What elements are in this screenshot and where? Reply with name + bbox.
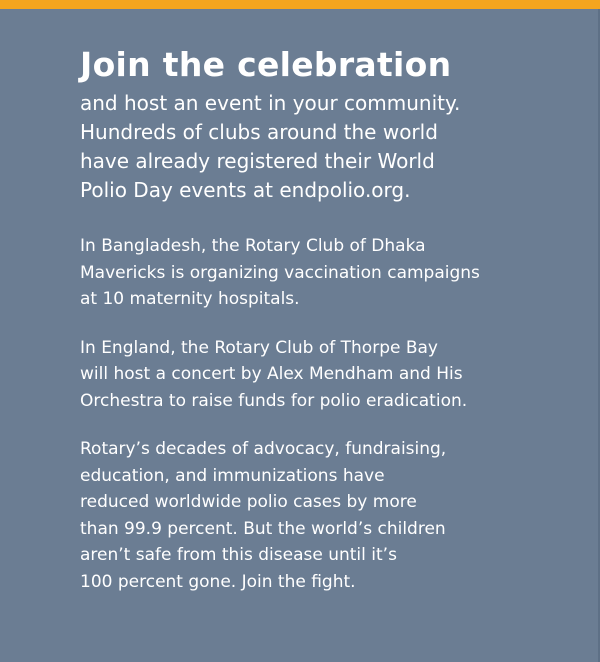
accent-bar — [0, 0, 600, 9]
headline: Join the celebration — [80, 45, 452, 84]
paragraph-england: In England, the Rotary Club of Thorpe Bay will host a concert by Alex Mendham and His Orchestra to raise funds for polio eradication. — [80, 337, 468, 411]
lead-paragraph: and host an event in your community. Hundreds of clubs around the world have already registered their World Polio Day events at endpolio.org. — [80, 91, 461, 202]
paragraph-rotary-impact: Rotary’s decades of advocacy, fundraising, education, and immunizations have reduced worldwide polio cases by more than 99.9 percent. But the world’s children aren’t safe from this disease until it’s 100 percent gone. Join the fight. — [80, 439, 447, 592]
article-content — [80, 45, 580, 595]
paragraph-bangladesh: In Bangladesh, the Rotary Club of Dhaka Mavericks is organizing vaccination campaigns at 10 maternity hospitals. — [80, 236, 480, 309]
info-panel — [0, 9, 600, 662]
